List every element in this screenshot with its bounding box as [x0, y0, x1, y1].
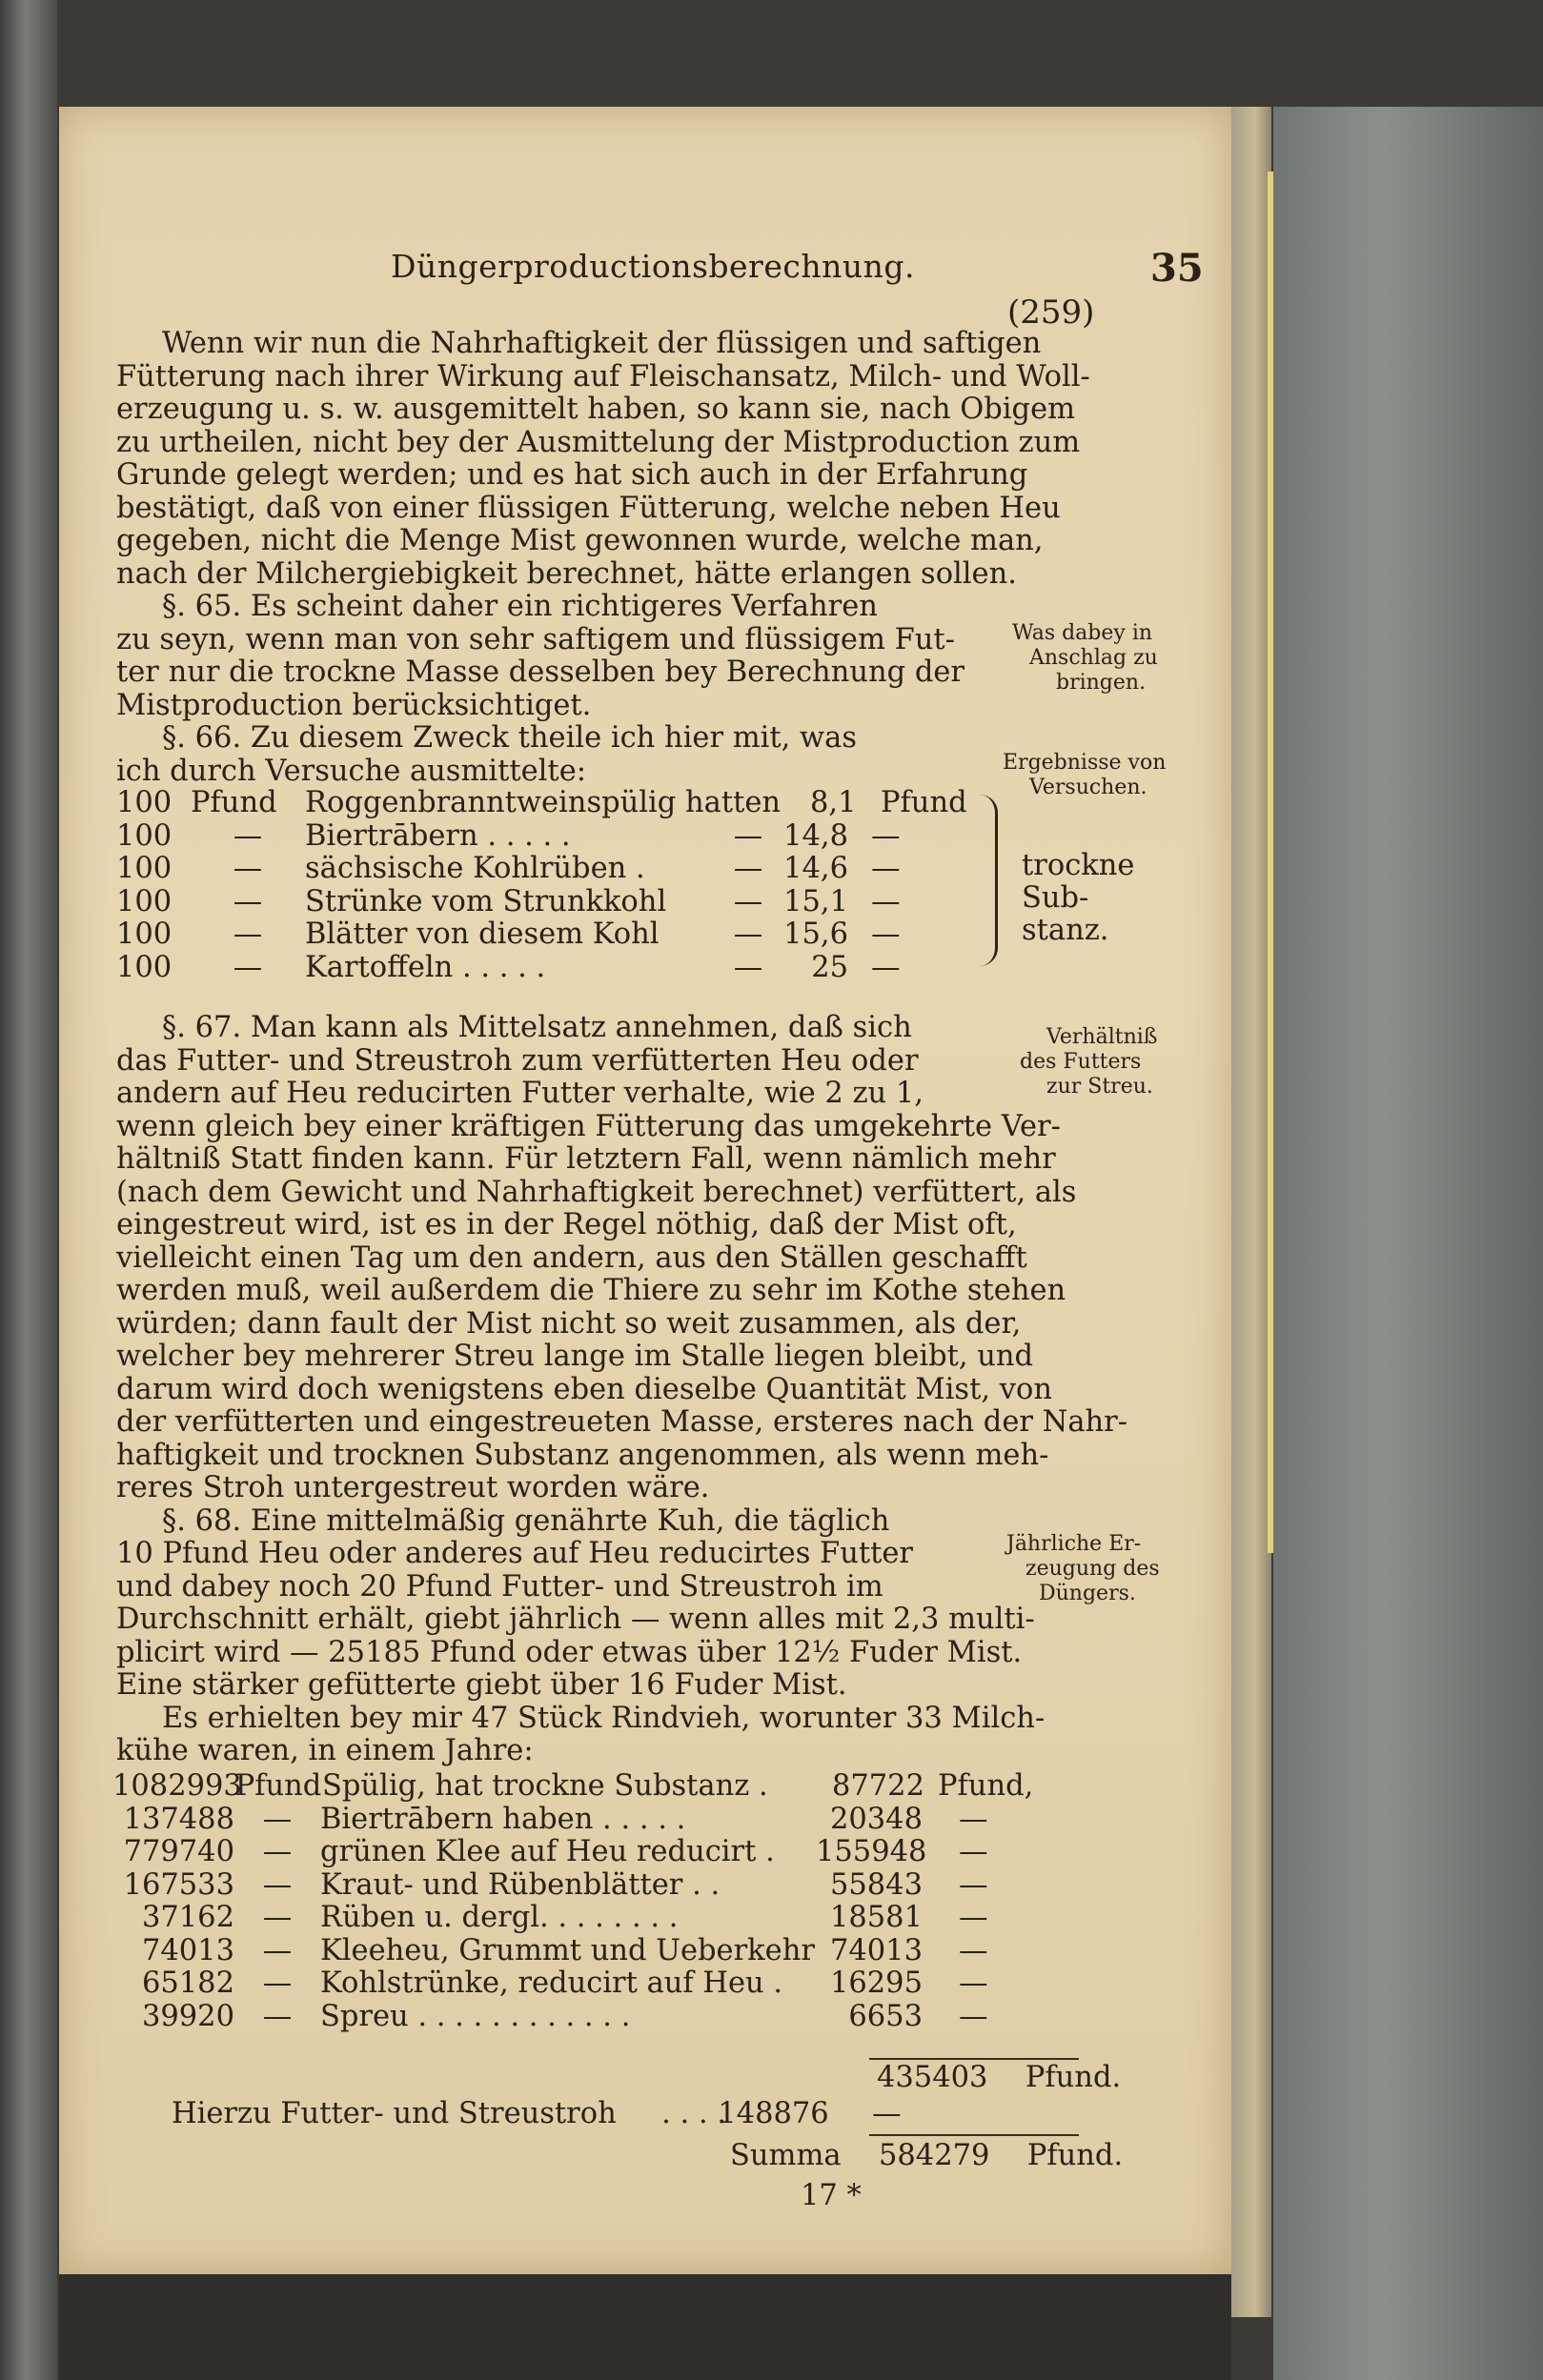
yearly-amount: 39920 [141, 1999, 234, 2033]
yearly-dots: . . . . . . . [548, 1901, 679, 1934]
addition-label: Hierzu Futter- und Streustroh [172, 2097, 617, 2130]
text-line: erzeugung u. s. w. ausgemittelt haben, so kann sie, nach Obigem [116, 393, 1076, 426]
yearly-row [112, 1804, 1033, 1837]
yearly-unit: — [262, 1901, 293, 1934]
trial-item-label: Blätter von diesem Kohl [305, 918, 660, 951]
trial-unit-tail: Pfund [881, 786, 967, 819]
yearly-item [320, 1935, 816, 1968]
yearly-unit: — [262, 1967, 293, 2000]
yearly-item [320, 1869, 816, 1903]
text-line: hältniß Statt finden kann. Für letztern Fall, wenn nämlich mehr [116, 1142, 1056, 1176]
subtotal-rule [869, 2058, 1079, 2060]
text-line: werden muß, weil außerdem die Thiere zu sehr im Kothe stehen [116, 1274, 1066, 1307]
trial-item-label: sächsische Kohlrüben [305, 852, 627, 885]
text-line: darum wird doch wenigstens eben dieselbe Quantität Mist, von [116, 1372, 1052, 1406]
trial-amount: 100 [116, 950, 173, 984]
yearly-dots: . . . . . . . . . . . . [408, 1999, 631, 2033]
total-rule [869, 2134, 1079, 2136]
yearly-row [112, 1902, 1033, 1935]
yearly-item-label: Biertrābern haben [320, 1802, 594, 1836]
trial-value: 15,6 [783, 918, 848, 951]
yearly-item-label: Kleeheu, Grummt und Ueberkehr [320, 1933, 815, 1967]
yearly-row [112, 2001, 1033, 2034]
yearly-value: 155948 [816, 1835, 927, 1868]
total-label: Summa [730, 2139, 842, 2172]
book-page [59, 107, 1231, 2274]
text-line: Fütterung nach ihrer Wirkung auf Fleischansatz, Milch- und Woll- [116, 359, 1090, 393]
yearly-row [112, 1869, 1033, 1903]
yearly-amount: 167533 [123, 1867, 234, 1902]
trial-item [305, 918, 715, 952]
text-line: Grunde gelegt werden; und es hat sich auch in der Erfahrung [116, 458, 1028, 492]
trial-item [305, 787, 810, 820]
addition-row [172, 2098, 902, 2131]
text-line: Es erhielten bey mir 47 Stück Rindvieh, worunter 33 Milch- [162, 1701, 1046, 1735]
yearly-unit-tail: — [959, 1901, 988, 1934]
yearly-dots: . [749, 1769, 768, 1803]
trial-row [116, 918, 967, 952]
trial-unit: Pfund [191, 786, 277, 819]
page-edge [1231, 107, 1271, 2317]
addition-unit: — [872, 2097, 902, 2130]
text-line: Mistproduction berücksichtiget. [116, 688, 592, 722]
total-unit: Pfund. [1026, 2139, 1124, 2172]
trial-value: 8,1 [810, 786, 857, 819]
yearly-item [320, 1902, 816, 1935]
subtotal-value: 435403 [877, 2061, 988, 2094]
trial-unit: — [233, 950, 263, 984]
trial-dots: . [626, 852, 645, 885]
trials-table [116, 787, 967, 984]
trial-item [305, 853, 715, 886]
trial-amount: 100 [116, 884, 173, 918]
yearly-dots: . . [682, 1867, 721, 1902]
trial-value: 14,6 [783, 852, 848, 885]
page-bottom-shadow [59, 2274, 1231, 2380]
trial-row [116, 886, 967, 919]
trial-dots: . . . . . [477, 818, 571, 853]
yearly-item [320, 1836, 816, 1869]
text-line: nach der Milchergiebigkeit berechnet, hätte erlangen sollen. [116, 556, 1017, 591]
trial-value: 14,8 [783, 818, 848, 853]
yearly-unit: — [262, 1835, 293, 1868]
text-line: vielleicht einen Tag um den andern, aus den Ställen geschafft [116, 1240, 1027, 1275]
paragraph-block-1 [116, 328, 1090, 788]
trial-dash: — [733, 818, 763, 853]
yearly-item [322, 1770, 818, 1804]
left-cover [0, 0, 57, 2380]
yearly-value: 74013 [829, 1933, 923, 1967]
yearly-amount: 74013 [141, 1933, 234, 1967]
trial-unit-tail: — [871, 818, 901, 853]
yearly-unit-tail: — [959, 1867, 988, 1902]
yearly-value: 16295 [829, 1967, 923, 2000]
text-line: bestätigt, daß von einer flüssigen Fütterung, welche neben Heu [116, 491, 1061, 525]
subtotal-row [877, 2062, 1121, 2095]
trial-unit-tail: — [871, 918, 901, 951]
text-line: das Futter- und Streustroh zum verfütterten Heu oder [116, 1043, 919, 1078]
text-line: ich durch Versuche ausmittelte: [116, 754, 587, 788]
text-line: der verfütterten und eingestreueten Masse, ersteres nach der Nahr- [116, 1405, 1128, 1439]
margin-note-line: Anschlag zu [1029, 646, 1158, 670]
text-line: Eine stärker gefütterte giebt über 16 Fuder Mist. [116, 1668, 847, 1702]
text-line: welcher bey mehrerer Streu lange im Stalle liegen bleibt, und [116, 1340, 1034, 1373]
yearly-value: 18581 [829, 1901, 923, 1934]
total-row [730, 2140, 1123, 2173]
yearly-row [112, 1836, 1033, 1869]
trial-unit-tail: — [871, 884, 901, 918]
addition-dots: . . . . [661, 2097, 727, 2130]
yearly-unit-tail: — [959, 1967, 988, 2000]
right-cover [1273, 107, 1543, 2380]
yearly-row [112, 1770, 1033, 1804]
running-header: Düngerproductionsberechnung. [391, 248, 915, 285]
addition-value: 148876 [718, 2097, 829, 2130]
yearly-amount: 37162 [141, 1901, 234, 1934]
margin-note-line: Ergebnisse von [1003, 751, 1167, 775]
yearly-unit-tail: — [959, 1802, 988, 1836]
trial-dash: — [733, 918, 763, 951]
text-line: 10 Pfund Heu oder anderes auf Heu reducirtes Futter [116, 1537, 914, 1570]
yearly-dots: . [763, 1967, 783, 2000]
trial-item-label: Strünke vom Strunkkohl [305, 884, 667, 918]
trial-value: 15,1 [783, 884, 848, 918]
text-line: andern auf Heu reducirten Futter verhalte, wie 2 zu 1, [116, 1077, 924, 1110]
text-line: und dabey noch 20 Pfund Futter- und Streustroh im [116, 1569, 883, 1603]
yearly-amount: 779740 [123, 1835, 234, 1868]
text-line: reres Stroh untergestreut worden wäre. [116, 1471, 710, 1504]
yearly-unit-tail: — [959, 1933, 988, 1967]
yearly-item [320, 2001, 816, 2034]
yearly-value: 87722 [831, 1769, 924, 1803]
trial-amount: 100 [116, 786, 173, 819]
yearly-unit-tail: — [959, 1835, 988, 1868]
margin-note-line: Versuchen. [1029, 776, 1147, 799]
trial-item-label: Biertrābern [305, 818, 478, 853]
text-line: (nach dem Gewicht und Nahrhaftigkeit berechnet) verfüttert, als [116, 1175, 1077, 1209]
text-line: Durchschnitt erhält, giebt jährlich — wenn alles mit 2,3 multi- [116, 1603, 1035, 1636]
text-line: ter nur die trockne Masse desselben bey Berechnung der [116, 656, 964, 689]
trial-value: 25 [811, 950, 848, 984]
trial-item [305, 886, 715, 919]
yearly-table [112, 1770, 1033, 2033]
margin-note-line: zur Streu. [1046, 1075, 1153, 1099]
text-line: wenn gleich bey einer kräftigen Fütterung das umgekehrte Ver- [116, 1109, 1061, 1143]
trial-row [116, 787, 967, 820]
yearly-value: 6653 [848, 1999, 923, 2033]
yearly-amount: 137488 [123, 1802, 234, 1836]
subtotal-unit: Pfund. [1025, 2061, 1122, 2094]
yearly-item-label: Rüben u. dergl. [320, 1901, 549, 1934]
margin-note-line: bringen. [1056, 671, 1147, 695]
yearly-dots: . . . . . [593, 1802, 686, 1836]
reference-number: (259) [1007, 293, 1095, 332]
trial-item [305, 952, 715, 985]
yearly-item-label: Kohlstrünke, reducirt auf Heu [320, 1967, 764, 2000]
trial-row [116, 820, 967, 854]
margin-note-line: des Futters [1020, 1050, 1142, 1074]
trial-dash: — [733, 950, 763, 984]
text-line: plicirt wird — 25185 Pfund oder etwas über 12½ Fuder Mist. [116, 1635, 1023, 1669]
margin-note-line: Jährliche Er- [1006, 1532, 1142, 1556]
yellow-edge-strip [1268, 171, 1273, 1553]
margin-note-line: Düngers. [1039, 1582, 1136, 1605]
yearly-item [320, 1967, 816, 2001]
text-line: haftigkeit und trocknen Substanz angenommen, als wenn meh- [116, 1438, 1049, 1472]
trials-brace [980, 795, 998, 966]
trial-unit: — [233, 852, 263, 885]
total-value: 584279 [878, 2139, 990, 2172]
text-line: §. 66. Zu diesem Zweck theile ich hier mit, was [162, 721, 857, 755]
margin-note-66 [1003, 751, 1166, 800]
yearly-amount: 1082993 [112, 1769, 242, 1803]
yearly-unit: — [262, 1802, 293, 1836]
yearly-amount: 65182 [141, 1967, 234, 2000]
trial-unit: — [233, 818, 263, 853]
yearly-value: 20348 [829, 1802, 923, 1836]
trial-item [305, 820, 715, 854]
brace-label-line: stanz. [1022, 914, 1109, 947]
text-line: §. 65. Es scheint daher ein richtigeres Verfahren [162, 590, 878, 623]
trial-amount: 100 [116, 852, 173, 885]
yearly-item [320, 1804, 816, 1837]
yearly-unit: Pfund [234, 1769, 322, 1803]
margin-note-line: Was dabey in [1012, 621, 1153, 645]
trial-unit-tail: — [871, 852, 901, 885]
trial-row [116, 952, 967, 985]
yearly-unit-tail: — [959, 1999, 988, 2033]
yearly-unit-tail: Pfund, [938, 1769, 1034, 1803]
trial-dash: — [733, 852, 763, 885]
trial-item-label: Roggenbranntweinspülig hatten [305, 786, 782, 819]
yearly-item-label: Spreu [320, 1999, 409, 2033]
yearly-unit: — [262, 1999, 293, 2033]
yearly-dots: . [756, 1835, 775, 1868]
trial-amount: 100 [116, 818, 173, 853]
text-line: §. 68. Eine mittelmäßig genährte Kuh, die täglich [162, 1503, 890, 1538]
trial-item-label: Kartoffeln [305, 950, 454, 984]
brace-label-line: Sub- [1022, 881, 1089, 915]
text-line: würden; dann fault der Mist nicht so weit zusammen, als der, [116, 1306, 1022, 1341]
margin-note-65 [1012, 621, 1158, 696]
yearly-item-label: grünen Klee auf Heu reducirt [320, 1835, 757, 1868]
yearly-row [112, 1967, 1033, 2001]
page-number: 35 [1150, 246, 1204, 291]
trials-brace-label [1022, 850, 1134, 947]
text-line: zu seyn, wenn man von sehr saftigem und flüssigem Fut- [116, 622, 955, 656]
margin-note-line: zeugung des [1025, 1557, 1160, 1581]
text-line: kühe waren, in einem Jahre: [116, 1734, 534, 1767]
trial-amount: 100 [116, 918, 173, 951]
margin-note-line: Verhältniß [1046, 1025, 1158, 1049]
yearly-item-label: Kraut- und Rübenblätter [320, 1867, 683, 1902]
trial-row [116, 853, 967, 886]
trial-unit: — [233, 918, 263, 951]
brace-label-line: trockne [1022, 849, 1135, 882]
text-line: zu urtheilen, nicht bey der Ausmittelung der Mistproduction zum [116, 425, 1081, 459]
yearly-value: 55843 [829, 1867, 923, 1902]
trial-unit: — [233, 884, 263, 918]
yearly-unit: — [262, 1933, 293, 1967]
trial-dash: — [733, 884, 763, 918]
yearly-item-label: Spülig, hat trockne Substanz [322, 1769, 750, 1803]
text-line: gegeben, nicht die Menge Mist gewonnen wurde, welche man, [116, 524, 1044, 557]
signature-mark: 17 * [801, 2179, 862, 2212]
trial-dots: . . . . . [453, 950, 546, 984]
paragraph-block-2 [116, 1012, 1127, 1768]
text-line: Wenn wir nun die Nahrhaftigkeit der flüssigen und saftigen [162, 327, 1042, 360]
text-line: §. 67. Man kann als Mittelsatz annehmen, daß sich [162, 1011, 912, 1044]
yearly-row [112, 1935, 1033, 1968]
text-line: eingestreut wird, ist es in der Regel nöthig, daß der Mist oft, [116, 1208, 1017, 1241]
trial-unit-tail: — [871, 950, 901, 984]
yearly-unit: — [262, 1867, 293, 1902]
